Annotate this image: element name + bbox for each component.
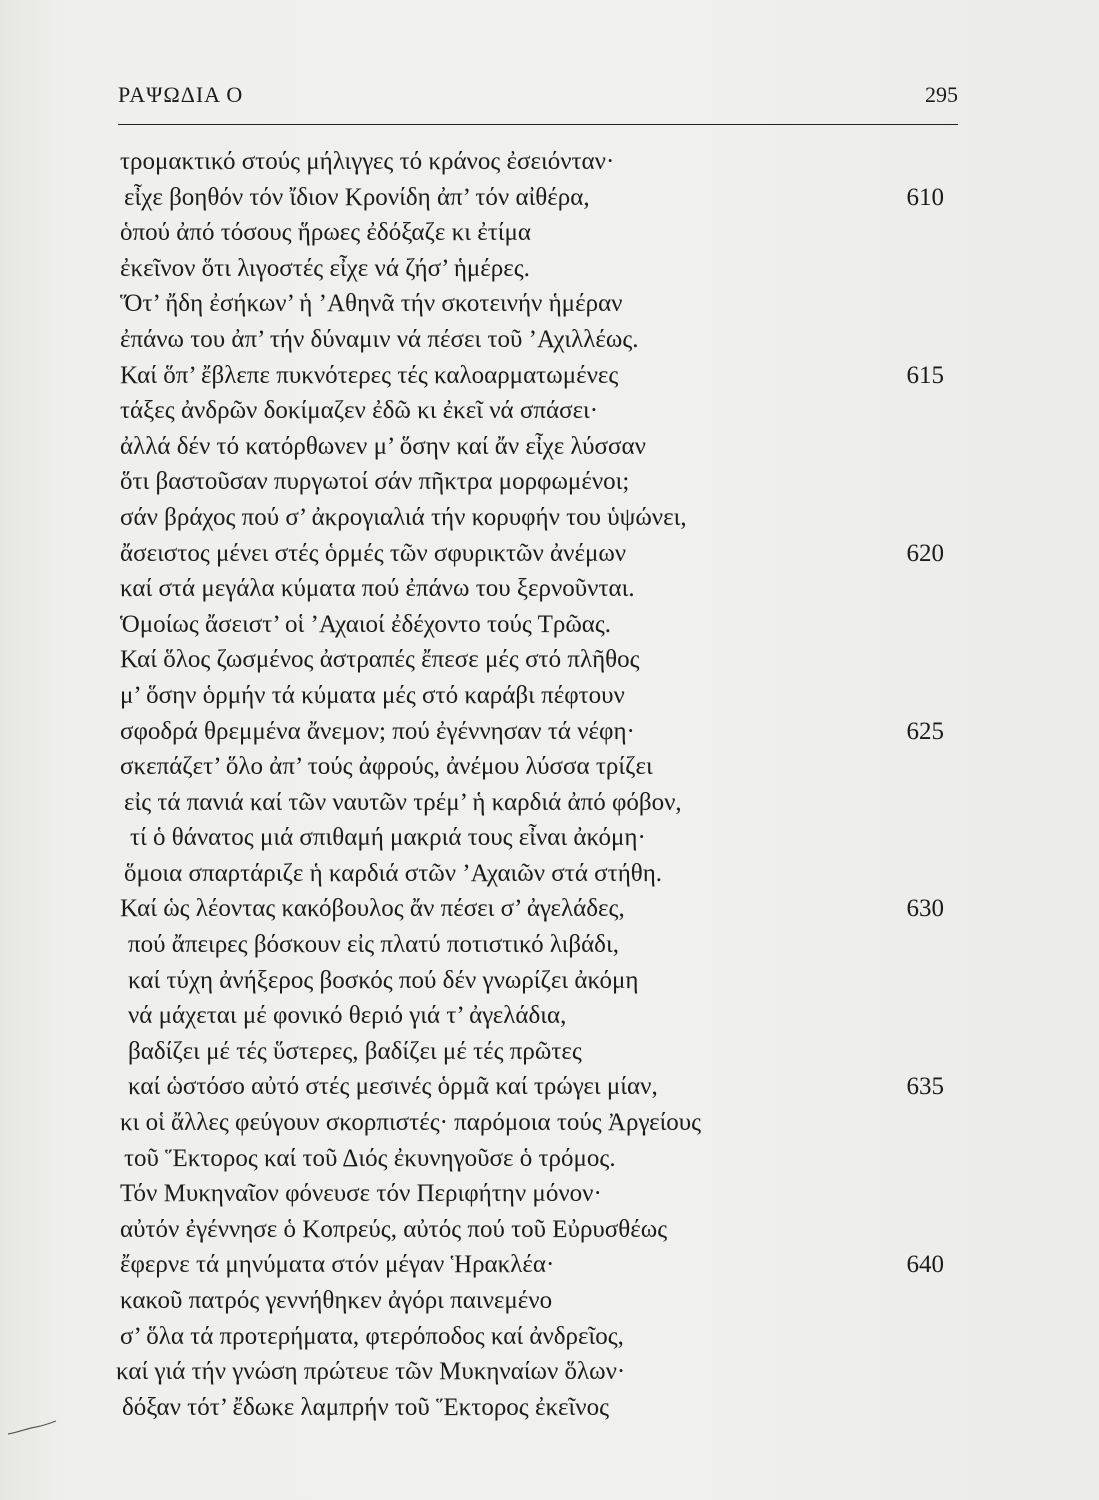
verse-line xyxy=(116,678,958,714)
verse-line xyxy=(116,251,958,287)
verse-text: ὁπού ἀπό τόσους ἥρωες ἐδόξαζε κι ἐτίμα xyxy=(120,219,531,247)
verse-line xyxy=(116,571,958,607)
page-header xyxy=(118,82,958,126)
verse-line xyxy=(116,749,958,785)
verse-line xyxy=(116,536,958,572)
verse-text: καί ὡστόσο αὐτό στές μεσινές ὁρμᾶ καί τρώγει μίαν, xyxy=(128,1073,658,1101)
verse-line xyxy=(116,429,958,465)
line-number: 610 xyxy=(906,183,944,211)
verse-text: πού ἄπειρες βόσκουν εἰς πλατύ ποτιστικό λιβάδι, xyxy=(128,931,619,959)
line-number: 625 xyxy=(906,717,944,745)
verse-line xyxy=(116,464,958,500)
verse-line xyxy=(116,714,958,750)
verse-text: κακοῦ πατρός γεννήθηκεν ἀγόρι παινεμένο xyxy=(120,1287,553,1314)
verse-line xyxy=(116,1247,958,1283)
verse-text: τάξες ἀνδρῶν δοκίμαζεν ἐδῶ κι ἐκεῖ νά σπάσει· xyxy=(120,397,599,425)
verse-text: Ὅτ’ ἤδη ἐσήκων’ ἡ ’Αθηνᾶ τήν σκοτεινήν ἡμέραν xyxy=(120,290,623,318)
verse-line xyxy=(116,607,958,643)
verse-line xyxy=(116,856,958,892)
verse-text: κι οἱ ἄλλες φεύγουν σκορπιστές· παρόμοια τούς Ἀργείους xyxy=(120,1109,702,1137)
line-number: 620 xyxy=(906,539,944,567)
poem-text xyxy=(116,144,958,1425)
verse-line xyxy=(116,393,958,429)
verse-line xyxy=(116,927,958,963)
verse-line xyxy=(116,1319,958,1355)
verse-text: ἐκεῖνον ὅτι λιγοστές εἶχε νά ζήσ’ ἡμέρες. xyxy=(120,254,530,282)
line-number: 630 xyxy=(906,895,944,923)
verse-text: ἐπάνω του ἀπ’ τήν δύναμιν νά πέσει τοῦ ’Αχιλλέως. xyxy=(120,325,639,353)
verse-line xyxy=(116,286,958,322)
verse-text: νά μάχεται μέ φονικό θεριό γιά τ’ ἀγελάδια, xyxy=(128,1002,567,1030)
verse-text: μ’ ὅσην ὁρμήν τά κύματα μές στό καράβι πέφτουν xyxy=(120,681,625,709)
verse-text: ἄσειστος μένει στές ὁρμές τῶν σφυρικτῶν ἀνέμων xyxy=(120,539,627,567)
verse-text: σ’ ὅλα τά προτερήματα, φτερόποδος καί ἀνδρεῖος, xyxy=(120,1322,624,1350)
verse-text: τρομακτικό στούς μήλιγγες τό κράνος ἐσειόνταν· xyxy=(120,148,615,175)
verse-line xyxy=(116,144,958,180)
line-number: 615 xyxy=(906,361,944,389)
verse-text: δόξαν τότ’ ἔδωκε λαμπρήν τοῦ Ἕκτορος ἐκεῖνος xyxy=(122,1393,609,1421)
line-number: 635 xyxy=(906,1073,944,1101)
verse-text: καί στά μεγάλα κύματα πού ἐπάνω του ξερνοῦνται. xyxy=(120,575,635,603)
verse-line xyxy=(116,1176,958,1212)
verse-text: αὐτόν ἐγέννησε ὁ Κοπρεύς, αὐτός πού τοῦ Εὐρυσθέως xyxy=(120,1215,668,1243)
verse-line xyxy=(116,820,958,856)
verse-text: Καί ὡς λέοντας κακόβουλος ἄν πέσει σ’ ἀγελάδες, xyxy=(120,895,625,923)
verse-line xyxy=(116,500,958,536)
verse-line xyxy=(116,1069,958,1105)
verse-line xyxy=(116,1354,958,1390)
verse-text: τοῦ Ἕκτορος καί τοῦ Διός ἐκυνηγοῦσε ὁ τρόμος. xyxy=(124,1144,616,1172)
verse-text: σφοδρά θρεμμένα ἄνεμον; πού ἐγέννησαν τά νέφη· xyxy=(120,717,635,745)
verse-line xyxy=(116,215,958,251)
verse-text: Ὁμοίως ἄσειστ’ οἱ ’Αχαιοί ἐδέχοντο τούς Τρῶας. xyxy=(120,610,612,638)
verse-text: καί τύχη ἀνήξερος βοσκός πού δέν γνωρίζει ἀκόμη xyxy=(128,966,639,994)
verse-line xyxy=(116,180,958,216)
verse-text: εἰς τά πανιά καί τῶν ναυτῶν τρέμ’ ἡ καρδιά ἀπό φόβον, xyxy=(124,788,682,816)
verse-line xyxy=(116,891,958,927)
verse-text: ὅτι βαστοῦσαν πυργωτοί σάν πῆκτρα μορφωμένοι; xyxy=(120,468,630,496)
line-number: 640 xyxy=(906,1251,944,1279)
verse-text: Καί ὅπ’ ἔβλεπε πυκνότερες τές καλοαρματωμένες xyxy=(120,361,619,389)
verse-text: σκεπάζετ’ ὅλο ἀπ’ τούς ἀφρούς, ἀνέμου λύσσα τρίζει xyxy=(120,753,653,781)
verse-text: Τόν Μυκηναῖον φόνευσε τόν Περιφήτην μόνον· xyxy=(120,1180,602,1208)
verse-line xyxy=(116,998,958,1034)
verse-line xyxy=(116,1390,958,1426)
verse-line xyxy=(116,322,958,358)
verse-line xyxy=(116,1141,958,1177)
page-number: 295 xyxy=(925,82,958,107)
verse-text: εἶχε βοηθόν τόν ἴδιον Κρονίδη ἀπ’ τόν αἰθέρα, xyxy=(124,183,590,211)
verse-text: βαδίζει μέ τές ὕστερες, βαδίζει μέ τές πρῶτες xyxy=(128,1037,582,1065)
header-rule xyxy=(118,124,958,125)
verse-line xyxy=(116,1212,958,1248)
verse-text: τί ὁ θάνατος μιά σπιθαμή μακριά τους εἶναι ἀκόμη· xyxy=(130,824,646,852)
verse-line xyxy=(116,1283,958,1319)
verse-line xyxy=(116,1034,958,1070)
verse-text: ὅμοια σπαρτάριζε ἡ καρδιά στῶν ’Αχαιῶν στά στήθη. xyxy=(124,859,663,887)
verse-line xyxy=(116,963,958,999)
verse-text: ἀλλά δέν τό κατόρθωνεν μ’ ὅσην καί ἄν εἶχε λύσσαν xyxy=(120,432,646,460)
verse-text: Καί ὅλος ζωσμένος ἀστραπές ἔπεσε μές στό πλῆθος xyxy=(120,646,640,674)
verse-line xyxy=(116,1105,958,1141)
verse-text: ἔφερνε τά μηνύματα στόν μέγαν Ἡρακλέα· xyxy=(120,1251,555,1279)
verse-line xyxy=(116,785,958,821)
verse-line xyxy=(116,642,958,678)
verse-text: καί γιά τήν γνώση πρώτευε τῶν Μυκηναίων ὅλων· xyxy=(116,1358,626,1386)
running-title: ΡΑΨΩΔΙΑ Ο xyxy=(118,82,244,107)
pen-stroke-mark xyxy=(6,1418,58,1438)
verse-text: σάν βράχος πού σ’ ἀκρογιαλιά τήν κορυφήν του ὑψώνει, xyxy=(120,503,687,531)
verse-line xyxy=(116,358,958,394)
